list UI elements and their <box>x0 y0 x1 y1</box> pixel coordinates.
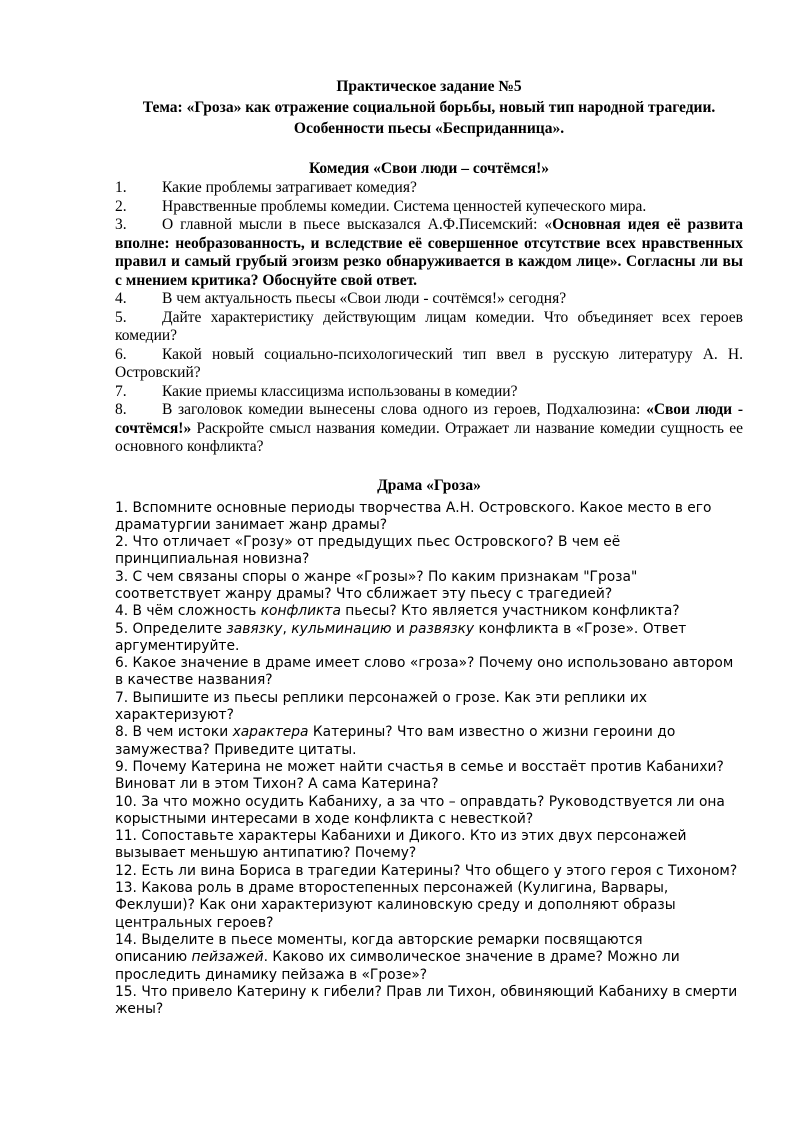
comedy-section-title: Комедия «Свои люди – сочтёмся!» <box>308 160 550 177</box>
list-item: 1. Какие проблемы затрагивает комедия? <box>115 179 417 196</box>
list-item: 15. Что привело Катерину к гибели? Прав ли Тихон, обвиняющий Кабаниху в смерти жены? <box>115 983 738 1018</box>
list-item: 5. Дайте характеристику действующим лицам комедии. Что объединяет всех героев комедии? <box>115 308 743 344</box>
list-item: 1. Вспомните основные периоды творчества А.Н. Островского. Какое место в его драматургии занимает жанр драмы? <box>115 499 712 533</box>
list-item: 3. С чем связаны споры о жанре «Грозы»? По каким признакам "Гроза" соответствует жанру драмы? Что сближает эту пьесу с трагедией? <box>115 568 638 602</box>
list-item: 12. Есть ли вина Бориса в трагедии Катерины? Что общего у этого героя с Тихоном? <box>115 862 738 879</box>
comedy-question-list <box>115 179 743 457</box>
list-item: 7. Выпишите из пьесы реплики персонажей о грозе. Как эти реплики их характеризуют? <box>115 689 648 724</box>
list-item: 9. Почему Катерина не может найти счастья в семье и восстаёт против Кабанихи? Виноват ли в этом Тихон? А сама Катерина? <box>115 758 724 793</box>
list-item: 4. В чем актуальность пьесы «Свои люди - сочтёмся!» сегодня? <box>115 290 567 307</box>
assignment-topic: Тема: «Гроза» как отражение социальной борьбы, новый тип народной трагедии. <box>142 99 716 116</box>
list-item: 10. За что можно осудить Кабаниху, а за что – оправдать? Руководствуется ли она корыстными интересами в ходе конфликта с невесткой? <box>115 793 725 827</box>
list-item: 3. О главной мысли в пьесе высказался А.Ф.Писемский: «Основная идея её развита вполне: необразованность, и вследствие её совершенное отсутствие всех нравственных правил и самый грубый эгоизм резко обнаруживается в каждом лице». Согласны ли вы с мнением критика? Обоснуйте свой ответ. <box>115 216 743 289</box>
list-item: 4. В чём сложность конфликта пьесы? Кто является участником конфликта? <box>115 603 680 620</box>
document-page <box>115 76 743 1018</box>
critic-quote: Основная идея её развита вполне: необразованность, и вследствие её совершенное отсутствие всех нравственных правил и самый грубый эгоизм резко обнаруживается в каждом лице». Согласны ли вы с мнением критика? Обоснуйте свой ответ. <box>115 216 743 289</box>
title-quote: «Свои люди - сочтёмся!» <box>115 401 743 437</box>
list-item: 13. Какова роль в драме второстепенных персонажей (Кулигина, Варвары, Феклуши)? Как они характеризуют калиновскую среду и дополняют образы центральных героев? <box>115 880 676 931</box>
list-item: 2. Что отличает «Грозу» от предыдущих пьес Островского? В чем её принципиальная новизна? <box>115 534 621 568</box>
list-item: 8. В заголовок комедии вынесены слова одного из героев, Подхалюзина: «Свои люди - сочтёмся!» Раскройте смысл названия комедии. Отражает ли название комедии сущность ее основного конфликта? <box>115 401 743 455</box>
list-item: 14. Выделите в пьесе моменты, когда авторские ремарки посвящаются описанию пейзажей. Каково их символическое значение в драме? Можно ли проследить динамику пейзажа в «Грозе»? <box>115 931 680 983</box>
list-item: 11. Сопоставьте характеры Кабанихи и Дикого. Кто из этих двух персонажей вызывает меньшую антипатию? Почему? <box>115 828 687 862</box>
list-item: 8. В чем истоки характера Катерины? Что вам известно о жизни героини до замужества? Приведите цитаты. <box>115 724 676 758</box>
list-item: 2. Нравственные проблемы комедии. Система ценностей купеческого мира. <box>115 197 647 215</box>
list-item: 6. Какой новый социально-психологический тип ввел в русскую литературу А. Н. Островский? <box>115 345 743 381</box>
list-item: 7. Какие приемы классицизма использованы в комедии? <box>115 382 518 400</box>
assignment-title: Практическое задание №5 <box>336 78 522 95</box>
assignment-topic-continued: Особенности пьесы «Бесприданница». <box>293 120 565 137</box>
list-item: 6. Какое значение в драме имеет слово «гроза»? Почему оно использовано автором в качестве названия? <box>115 655 734 689</box>
drama-section-title: Драма «Гроза» <box>377 476 481 494</box>
list-item: 5. Определите завязку, кульминацию и развязку конфликта в «Грозе». Ответ аргументируйте. <box>115 620 687 654</box>
drama-question-list <box>115 500 743 1019</box>
